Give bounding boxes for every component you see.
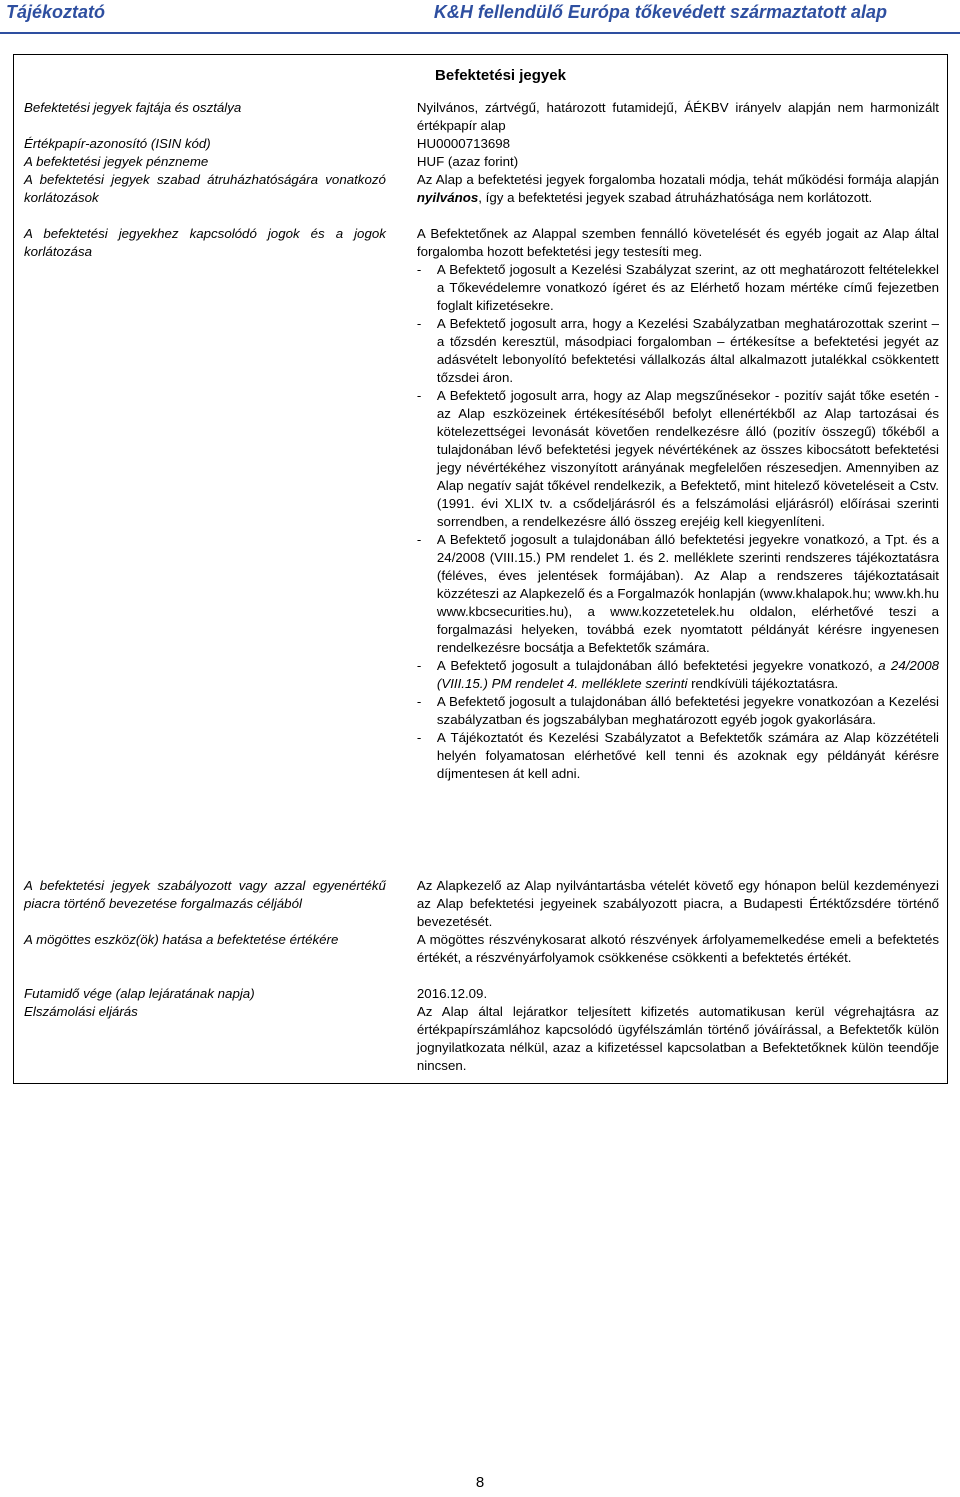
table-row — [24, 99, 939, 135]
rights-bullet — [417, 693, 939, 729]
bullet-text: A Befektető jogosult a tulajdonában álló befektetési jegyekre vonatkozóan a Kezelési szabályzatban és jogszabályban meghatározott egyéb jogok gyakorlására. — [436, 694, 939, 727]
value-text: , így a befektetési jegyek szabad átruházhatósága nem korlátozott. — [478, 190, 873, 205]
row-label: A befektetési jegyek pénzneme — [24, 154, 209, 169]
bullet-dash: - — [416, 694, 422, 709]
table-rows — [24, 99, 939, 1075]
page-number: 8 — [475, 1474, 485, 1491]
table-row — [24, 1003, 939, 1075]
bullet-text: A Befektető jogosult a tulajdonában álló befektetési jegyekre vonatkozó, a Tpt. és a 24/2008 (VIII.15.) PM rendelet 1. és 2. melléklete szerinti rendszeres tájékoztatásra (féléves, éves jelentések formájában). Az Alap a rendszeres tájékoztatásait közzéteszi az Alapkezelő és a Forgalmazók honlapján (www.khalapok.hu; www.kh.hu www.kbcsecurities.hu), a www.kozzetetelek.hu oldalon, elérhetővé teszi a forgalmazási helyeken, továbbá ezek nyomtatott példányát kérésre ingyenesen rendelkezésre bocsátja a Befektetők számára. — [436, 532, 939, 655]
bullet-text-italic: a 24/2008 (VIII.15.) PM rendelet 4. melléklete szerinti — [436, 658, 939, 691]
table-row — [24, 985, 939, 1003]
info-table — [13, 54, 948, 1084]
table-row — [24, 931, 939, 985]
rights-bullet — [417, 315, 939, 387]
bullet-text — [437, 657, 939, 693]
row-value — [417, 225, 939, 877]
row-value: 2016.12.09. — [416, 986, 488, 1001]
row-label: Elszámolási eljárás — [24, 1004, 138, 1019]
header-title-left: Tájékoztató — [6, 2, 106, 22]
bullet-text: A Befektető jogosult arra, hogy a Kezelési Szabályzatban meghatározottak szerint – a tőzsdén keresztül, másodpiaci forgalomban – értékesítse a befektetési jegyét az adásvételt lebonyolító befektetési vállalkozás által alkalmazott jutalékkal csökkentett tőzsdei áron. — [436, 316, 939, 385]
bullet-text: A Tájékoztatót és Kezelési Szabályzatot a Befektetők számára az Alap közzétételi helyén folyamatosan elérhetővé kell tenni és azoknak egy példányát kérésre díjmentesen át kell adni. — [436, 730, 939, 781]
header-divider — [0, 32, 960, 34]
row-label: A befektetési jegyekhez kapcsolódó jogok és a jogok korlátozása — [24, 226, 386, 259]
row-value: Nyilvános, zártvégű, határozott futamidejű, ÁÉKBV irányelv alapján nem harmonizált értékpapír alap — [416, 100, 939, 133]
row-value: HUF (azaz forint) — [416, 154, 519, 169]
row-label: Értékpapír-azonosító (ISIN kód) — [24, 136, 211, 151]
row-label: A befektetési jegyek szabályozott vagy azzal egyenértékű piacra történő bevezetése forgalmazás céljából — [24, 878, 386, 911]
row-value: A mögöttes részvénykosarat alkotó részvények árfolyamemelkedése emeli a befektetés értékét, a részvényárfolyamok csökkenése csökkenti a befektetés értékét. — [416, 932, 939, 965]
row-label: Futamidő vége (alap lejáratának napja) — [24, 986, 255, 1001]
table-row — [24, 171, 939, 225]
bullet-text: A Befektető jogosult a Kezelési Szabályzat szerint, az ott meghatározott feltételekkel a Tőkevédelemre vonatkozó ígéret és az Elérhető hozam mértéke című fejezetben foglalt kifizetésekre. — [436, 262, 939, 313]
row-label: Befektetési jegyek fajtája és osztálya — [24, 100, 242, 115]
bullet-dash: - — [416, 316, 422, 331]
value-text: Az Alap a befektetési jegyek forgalomba hozatali módja, tehát működési formája alapján — [416, 172, 939, 187]
bullet-text-part: A Befektető jogosult a tulajdonában álló befektetési jegyekre vonatkozó, — [436, 658, 879, 673]
bullet-dash: - — [416, 658, 422, 673]
rights-bullet — [417, 657, 939, 693]
rights-bullet — [417, 387, 939, 531]
bullet-text: A Befektető jogosult arra, hogy az Alap megszűnésekor - pozitív saját tőke esetén - az Alap eszközeinek értékesítéséből befolyt ellenértékből az Alap tartozásai és kötelezettségei levonását követően rendelkezésre álló (pozitív összegű) tőkéből a tulajdonában lévő befektetési jegyek névértékének az összes kibocsátott befektetési jegy névértékéhez viszonyított arányának megfelelően részesedjen. Amennyiben az Alap negatív saját tőkével rendelkezik, a Befektető, mint hitelező követeléseit a Cstv. (1991. évi XLIX tv. a csődeljárásról és a felszámolási eljárásról) előírásai szerinti sorrendben, a rendelkezésre álló összeg erejéig kell kiegyenlíteni. — [436, 388, 939, 529]
bullet-dash: - — [416, 532, 422, 547]
rights-bullet — [417, 261, 939, 315]
table-row — [24, 153, 939, 171]
rights-bullet — [417, 531, 939, 657]
row-value: Az Alap által lejáratkor teljesített kifizetés automatikusan kerül végrehajtásra az értékpapírszámlához kapcsolódó ügyfélszámlán történő jóváírással, a Befektetők külön jognyilatkozata nélkül, azaz a kifizetéssel kapcsolatban a Befektetőknek külön teendője nincsen. — [416, 1004, 939, 1073]
row-value — [417, 171, 939, 225]
table-caption: Befektetési jegyek — [435, 67, 566, 84]
row-label: A befektetési jegyek szabad átruházhatóságára vonatkozó korlátozások — [24, 172, 386, 205]
bullet-dash: - — [416, 388, 422, 403]
bullet-text-part: rendkívüli tájékoztatásra. — [687, 676, 839, 691]
rights-intro: A Befektetőnek az Alappal szemben fennálló követelését és egyéb jogait az Alap által forgalomba hozott befektetési jegy testesíti meg. — [416, 226, 939, 259]
row-label: A mögöttes eszköz(ök) hatása a befektetése értékére — [24, 932, 339, 947]
bullet-dash: - — [416, 262, 422, 277]
value-emphasis: nyilvános — [416, 190, 479, 205]
rights-bullet — [417, 729, 939, 783]
table-row — [24, 225, 939, 877]
row-value: Az Alapkezelő az Alap nyilvántartásba vételét követő egy hónapon belül kezdeményezi az Alap befektetési jegyeinek szabályozott piacra, a Budapesti Értéktőzsdére történő bevezetését. — [416, 878, 939, 929]
bullet-dash: - — [416, 730, 422, 745]
header-title-right: K&H fellendülő Európa tőkevédett származtatott alap — [433, 2, 887, 22]
table-row — [24, 135, 939, 153]
table-row — [24, 877, 939, 931]
row-value: HU0000713698 — [416, 136, 511, 151]
